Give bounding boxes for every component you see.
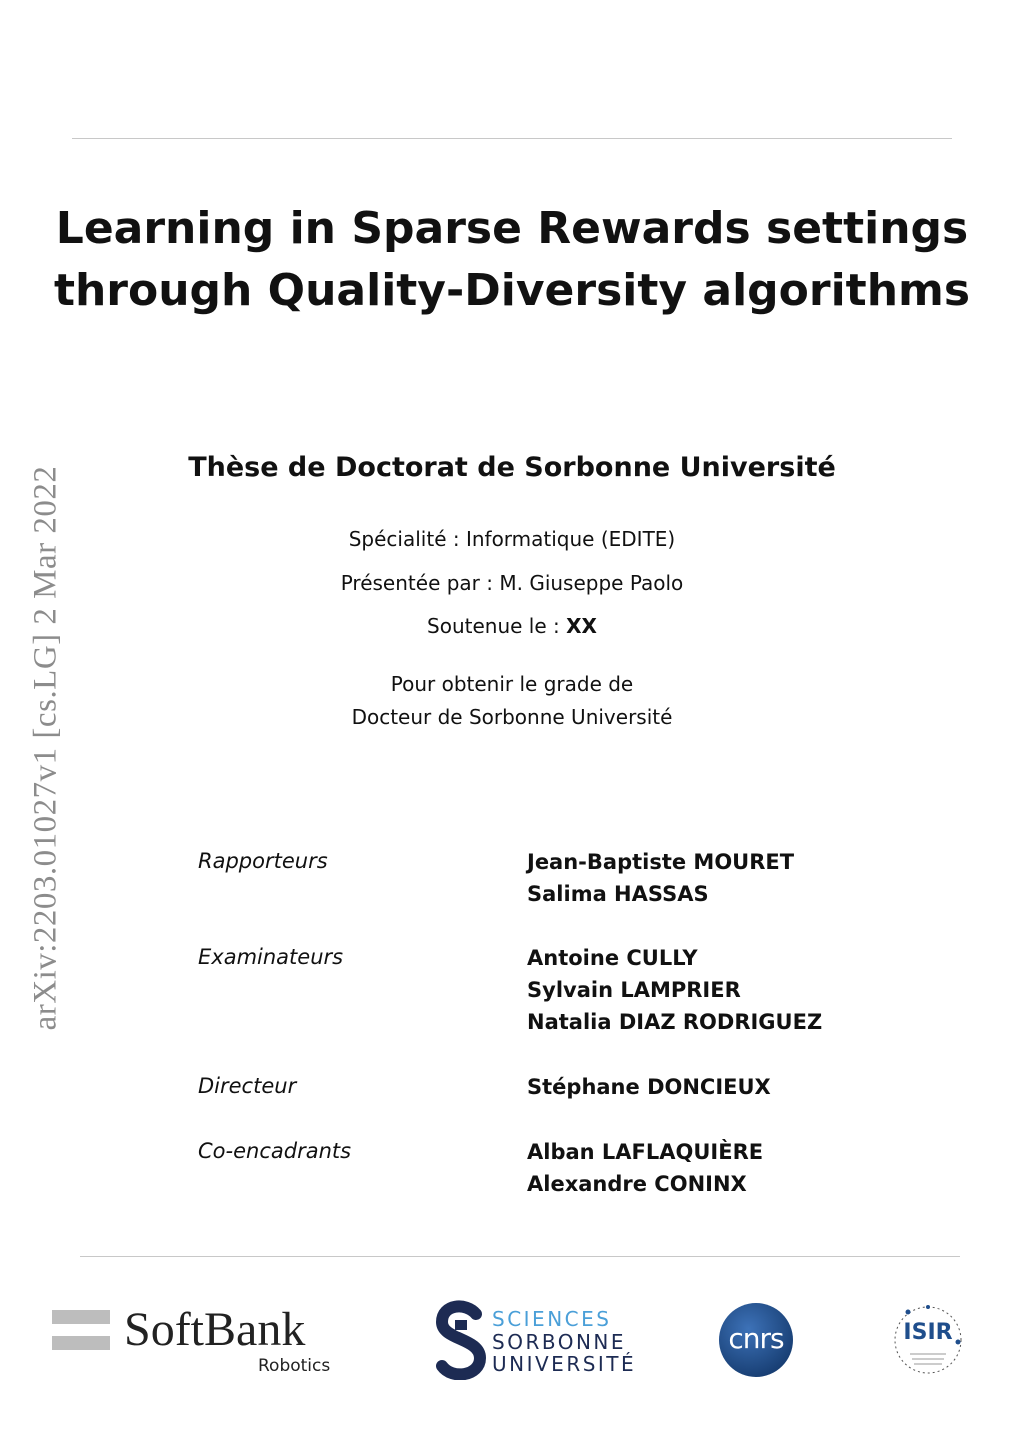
jury-role-rapporteurs: Rapporteurs xyxy=(198,849,328,873)
defense-label: Soutenue le : xyxy=(427,614,567,638)
sorbonne-line-1: SCIENCES xyxy=(492,1307,612,1331)
jury-names-examinateurs xyxy=(527,942,822,1038)
jury-member: Alban LAFLAQUIÈRE xyxy=(527,1140,764,1164)
jury-member: Stéphane DONCIEUX xyxy=(527,1075,771,1099)
title-line-2: through Quality-Diversity algorithms xyxy=(53,265,971,316)
jury-role-directeur: Directeur xyxy=(198,1074,297,1098)
jury-names-directeur xyxy=(527,1071,771,1103)
jury-member: Sylvain LAMPRIER xyxy=(527,978,741,1002)
thesis-title xyxy=(0,198,1024,322)
jury-role-examinateurs: Examinateurs xyxy=(198,945,344,969)
jury-names-coencadrants xyxy=(527,1136,763,1200)
jury-role-coencadrants: Co-encadrants xyxy=(198,1139,352,1163)
softbank-bar-icon xyxy=(52,1310,110,1324)
cnrs-logo xyxy=(718,1302,794,1378)
softbank-robotics-logo xyxy=(52,1302,352,1382)
thesis-subtitle: Thèse de Doctorat de Sorbonne Université xyxy=(188,452,836,483)
isir-text: ISIR xyxy=(903,1320,953,1345)
isir-logo xyxy=(890,1302,966,1378)
grade-line-2: Docteur de Sorbonne Université xyxy=(351,705,673,729)
softbank-bar-icon xyxy=(52,1336,110,1350)
sorbonne-s-icon xyxy=(436,1300,486,1380)
sorbonne-universite-logo xyxy=(436,1300,636,1382)
softbank-name: SoftBank xyxy=(124,1303,306,1356)
defense-date: XX xyxy=(566,614,597,638)
sorbonne-line-2: SORBONNE xyxy=(492,1330,627,1354)
sorbonne-line-3: UNIVERSITÉ xyxy=(492,1352,637,1376)
jury-member: Jean-Baptiste MOURET xyxy=(527,850,795,874)
jury-member: Alexandre CONINX xyxy=(527,1172,747,1196)
bottom-divider xyxy=(80,1256,960,1257)
specialty-line: Spécialité : Informatique (EDITE) xyxy=(348,527,676,551)
arxiv-stamp: arXiv:2203.01027v1 [cs.LG] 2 Mar 2022 xyxy=(27,465,64,1031)
jury-member: Salima HASSAS xyxy=(527,882,709,906)
jury-member: Antoine CULLY xyxy=(527,946,698,970)
grade-line-1: Pour obtenir le grade de xyxy=(390,672,634,696)
jury-member: Natalia DIAZ RODRIGUEZ xyxy=(527,1010,823,1034)
presented-by-line: Présentée par : M. Giuseppe Paolo xyxy=(340,571,684,595)
jury-names-rapporteurs xyxy=(527,846,794,910)
title-line-1: Learning in Sparse Rewards settings xyxy=(55,203,969,254)
softbank-sub: Robotics xyxy=(258,1356,331,1376)
top-divider xyxy=(72,138,952,139)
defense-date-line xyxy=(0,614,1024,638)
cnrs-text: cnrs xyxy=(728,1322,784,1355)
